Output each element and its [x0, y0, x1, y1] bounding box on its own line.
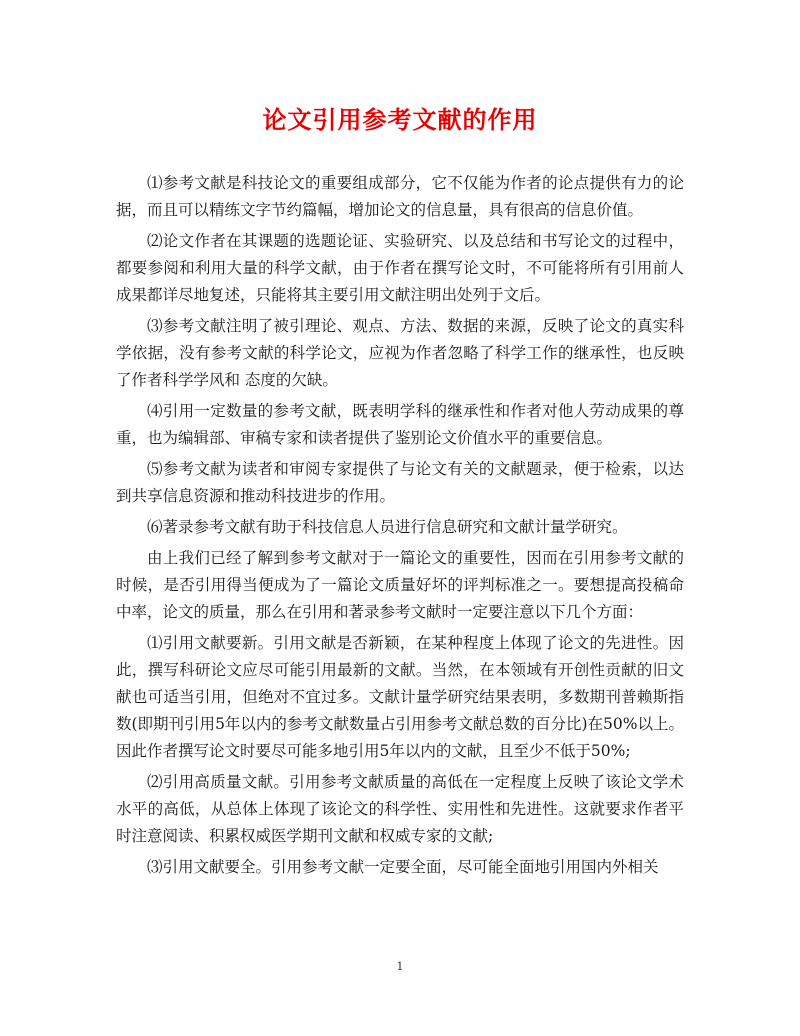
- paragraph-1: ⑴参考文献是科技论文的重要组成部分，它不仅能为作者的论点提供有力的论据，而且可以精练文字节约篇幅，增加论文的信息量，具有很高的信息价值。: [116, 174, 684, 219]
- paragraph-9: ⑵引用高质量文献。引用参考文献质量的高低在一定程度上反映了该论文学术水平的高低，从总体上体现了该论文的科学性、实用性和先进性。这就要求作者平时注意阅读、积累权威医学期刊文献和权威专家的文献;: [116, 773, 684, 845]
- page-number: 1: [396, 960, 404, 973]
- document-title: 论文引用参考文献的作用: [262, 105, 538, 134]
- paragraph-3: ⑶参考文献注明了被引理论、观点、方法、数据的来源，反映了论文的真实科学依据，没有参考文献的科学论文，应视为作者忽略了科学工作的继承性，也反映了作者科学学风和 态度的欠缺。: [116, 317, 684, 389]
- paragraph-8: ⑴引用文献要新。引用文献是否新颖，在某种程度上体现了论文的先进性。因此，撰写科研论文应尽可能引用最新的文献。当然，在本领域有开创性贡献的旧文献也可适当引用，但绝对不宜过多。文献计量学研究结果表明，多数期刊普赖斯指数(即期刊引用5年以内的参考文献数量占引用参考文献总数的百分比)在50%以上。因此作者撰写论文时要尽可能多地引用5年以内的文献，且至少不低于50%;: [116, 634, 684, 760]
- paragraph-6: ⑹著录参考文献有助于科技信息人员进行信息研究和文献计量学研究。: [147, 518, 628, 536]
- paragraph-4: ⑷引用一定数量的参考文献，既表明学科的继承性和作者对他人劳动成果的尊重，也为编辑部、审稿专家和读者提供了鉴别论文价值水平的重要信息。: [116, 402, 684, 447]
- document-body: [116, 170, 684, 885]
- paragraph-5: ⑸参考文献为读者和审阅专家提供了与论文有关的文献题录，便于检索，以达到共享信息资源和推动科技进步的作用。: [116, 460, 684, 505]
- paragraph-7: 由上我们已经了解到参考文献对于一篇论文的重要性，因而在引用参考文献的时候，是否引用得当便成为了一篇论文质量好坏的评判标准之一。要想提高投稿命中率，论文的质量，那么在引用和著录参考文献时一定要注意以下几个方面：: [116, 549, 684, 621]
- paragraph-2: ⑵论文作者在其课题的选题论证、实验研究、以及总结和书写论文的过程中，都要参阅和利用大量的科学文献，由于作者在撰写论文时，不可能将所有引用前人成果都详尽地复述，只能将其主要引用文献注明出处列于文后。: [116, 232, 684, 304]
- paragraph-10: ⑶引用文献要全。引用参考文献一定要全面，尽可能全面地引用国内外相关: [147, 858, 659, 876]
